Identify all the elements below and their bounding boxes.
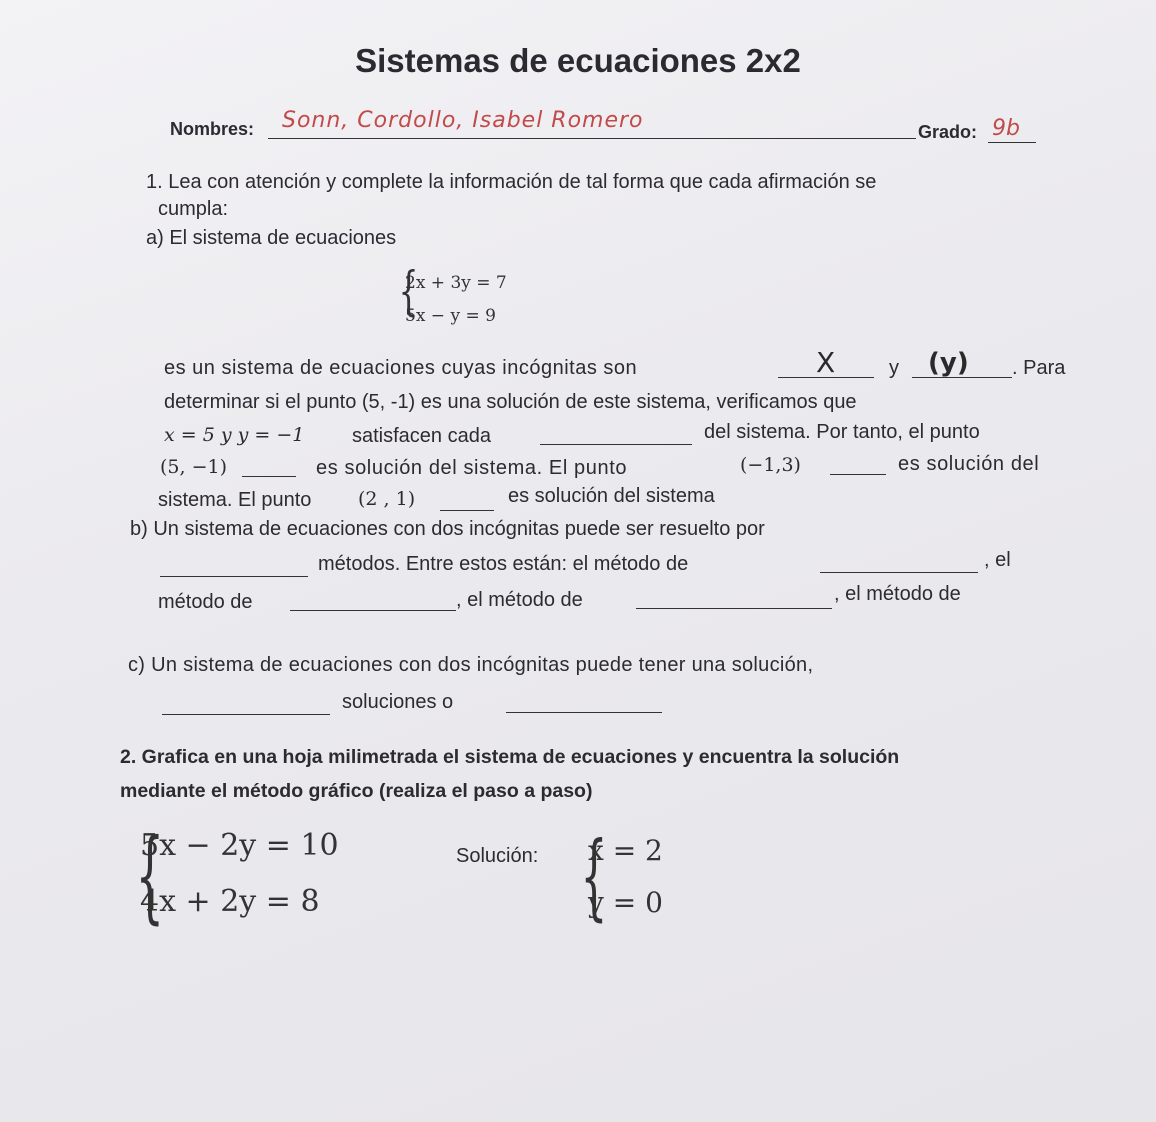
q2-line1: 2. Grafica en una hoja milimetrada el sistema de ecuaciones y encuentra la solución — [120, 746, 900, 768]
blank-infinite — [162, 694, 330, 715]
q2-line2: mediante el método gráfico (realiza el paso a paso) — [120, 780, 593, 802]
answer-y-handwritten: (y) — [928, 348, 969, 378]
q1a-label: a) El sistema de ecuaciones — [146, 227, 397, 249]
nombres-label: Nombres: — [170, 119, 255, 139]
blank-point-1 — [242, 456, 296, 477]
system-q2-eq1: 5x − 2y = 10 — [140, 828, 339, 863]
blank-point-2 — [830, 454, 886, 475]
system-a-eq1: 2x + 3y = 7 — [405, 273, 507, 293]
blank-method-1 — [820, 552, 978, 573]
system-a-brace: { — [398, 262, 419, 322]
grado-label: Grado: — [918, 122, 978, 142]
q1b-line2-end: , el — [984, 549, 1011, 571]
grado-handwritten: 9b — [992, 116, 1020, 141]
solution-x: x = 2 — [588, 834, 663, 867]
q1-intro-line2: cumpla: — [158, 198, 229, 220]
q1a-text-line3: satisfacen cada — [352, 425, 491, 447]
q1a-text-line2: determinar si el punto (5, -1) es una solución de este sistema, verificamos que — [164, 391, 857, 413]
q1-intro-line1: 1. Lea con atención y complete la información de tal forma que cada afirmación se — [146, 171, 877, 193]
q1a-text-line4: es solución del sistema. El punto — [316, 457, 628, 479]
q1b-line3-mid: , el método de — [456, 589, 583, 611]
q1c-line1: c) Un sistema de ecuaciones con dos incógnitas puede tener una solución, — [128, 654, 814, 676]
q1b-line3-start: método de — [158, 591, 253, 613]
q1a-text-line3-end: del sistema. Por tanto, el punto — [704, 421, 980, 443]
answer-x-handwritten: X — [816, 346, 836, 379]
point-minus1-3: (−1,3) — [740, 454, 801, 476]
solucion-label: Solución: — [456, 845, 539, 867]
para-text: . Para — [1012, 357, 1066, 379]
q1a-text-line5-end: es solución del sistema — [508, 485, 715, 507]
q1b-line1: b) Un sistema de ecuaciones con dos incógnitas puede ser resuelto por — [130, 518, 765, 540]
q1c-line2: soluciones o — [342, 691, 454, 713]
page-title: Sistemas de ecuaciones 2x2 — [355, 42, 801, 79]
point-5-minus1: (5, −1) — [160, 456, 228, 478]
q1a-text-line4-end: es solución del — [898, 453, 1040, 475]
solution-brace: { — [580, 822, 608, 931]
nombres-handwritten: Sonn, Cordollo, Isabel Romero — [282, 108, 644, 133]
blank-method-3 — [636, 588, 832, 609]
blank-num-methods — [160, 556, 308, 577]
q1a-text-line1: es un sistema de ecuaciones cuyas incógnitas son — [164, 357, 638, 379]
system-q2-eq2: 4x + 2y = 8 — [140, 884, 320, 919]
blank-point-3 — [440, 490, 494, 511]
blank-method-2 — [290, 590, 456, 611]
system-a-eq2: 5x − y = 9 — [405, 306, 496, 326]
q1b-line3-end: , el método de — [834, 583, 961, 605]
system-q2-brace: { — [135, 817, 165, 934]
blank-none — [506, 692, 662, 713]
q1a-math-x5-y-1: x = 5 y y = −1 — [164, 424, 305, 446]
q1a-text-line5: sistema. El punto — [158, 489, 312, 511]
q1b-line2: métodos. Entre estos están: el método de — [318, 553, 689, 575]
point-2-1: (2 , 1) — [358, 488, 416, 510]
blank-satisfacen — [540, 424, 692, 445]
connector-y: y — [889, 357, 899, 379]
solution-y: y = 0 — [588, 886, 663, 919]
